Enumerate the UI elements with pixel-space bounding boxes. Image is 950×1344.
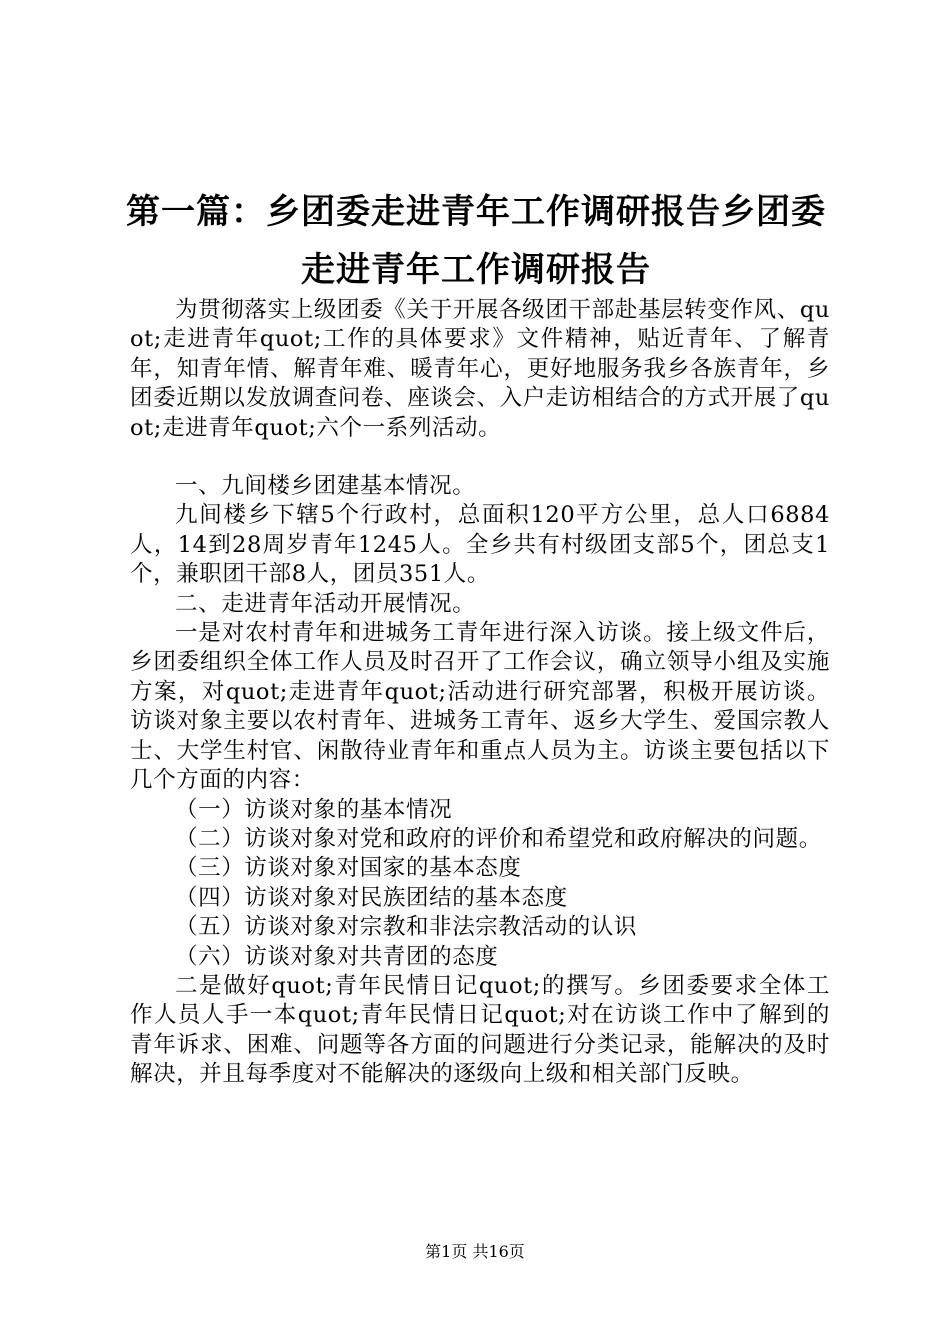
list-item-1: （一）访谈对象的基本情况 [175, 796, 453, 823]
basic-info-paragraph: 九间楼乡下辖5个行政村，总面积120平方公里，总人口6884人，14到28周岁青年1245人。全乡共有村级团支部5个，团总支1个，兼职团干部8人，团员351人。 [130, 502, 830, 588]
section-heading-2: 二、走进青年活动开展情况。 [175, 590, 476, 617]
page-footer: 第1页 共16页 [425, 1242, 525, 1261]
interview-paragraph: 一是对农村青年和进城务工青年进行深入访谈。接上级文件后，乡团委组织全体工作人员及时召开了工作会议，确立领导小组及实施方案，对quot;走进青年quot;活动进行研究部署，积极开展访谈。访谈对象主要以农村青年、进城务工青年、返乡大学生、爱国宗教人士、大学生村官、闲散待业青年和重点人员为主。访谈主要包括以下几个方面的内容： [130, 620, 830, 794]
diary-paragraph: 二是做好quot;青年民情日记quot;的撰写。乡团委要求全体工作人员人手一本quot;青年民情日记quot;对在访谈工作中了解到的青年诉求、困难、问题等各方面的问题进行分类记录，能解决的及时解决，并且每季度对不能解决的逐级向上级和相关部门反映。 [130, 972, 830, 1088]
list-item-2: （二）访谈对象对党和政府的评价和希望党和政府解决的问题。 [175, 825, 822, 852]
document-title: 第一篇：乡团委走进青年工作调研报告乡团委走进青年工作调研报告 [126, 192, 826, 290]
list-item-5: （五）访谈对象对宗教和非法宗教活动的认识 [175, 914, 638, 941]
section-heading-1: 一、九间楼乡团建基本情况。 [175, 473, 476, 500]
document-body [130, 296, 830, 1090]
list-item-6: （六）访谈对象对共青团的态度 [175, 943, 499, 970]
list-item-4: （四）访谈对象对民族团结的基本态度 [175, 884, 568, 911]
intro-paragraph: 为贯彻落实上级团委《关于开展各级团干部赴基层转变作风、quot;走进青年quot;工作的具体要求》文件精神，贴近青年、了解青年，知青年情、解青年难、暖青年心，更好地服务我乡各族青年，乡团委近期以发放调查问卷、座谈会、入户走访相结合的方式开展了quot;走进青年quot;六个一系列活动。 [130, 297, 830, 441]
list-item-3: （三）访谈对象对国家的基本态度 [175, 855, 522, 882]
